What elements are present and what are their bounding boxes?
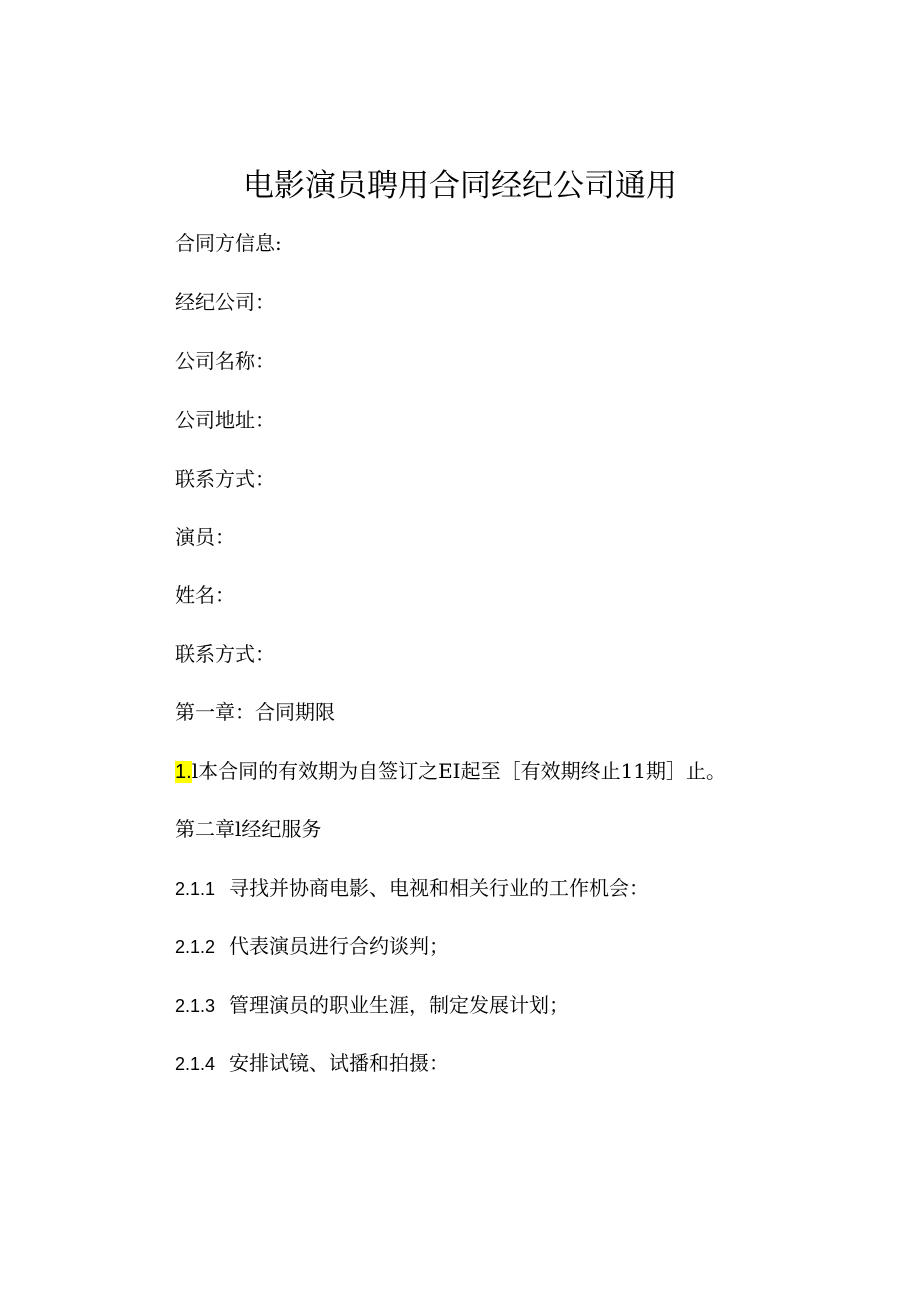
clause-1-1-text: l本合同的有效期为自签订之EI起至［有效期终止11期］止。 [191, 759, 727, 783]
service-item-text: 寻找并协商电影、电视和相关行业的工作机会： [229, 876, 650, 900]
document-title: 电影演员聘用合同经纪公司通用 [243, 168, 677, 204]
service-item [175, 873, 649, 904]
chapter-1-heading: 第一章：合同期限 [175, 700, 335, 724]
service-item [175, 931, 449, 962]
actor-label: 演员： [175, 525, 235, 549]
contract-parties-heading: 合同方信息: [175, 231, 282, 255]
actor-name-label: 姓名： [175, 583, 235, 607]
service-item-number: 2.1.3 [175, 996, 216, 1016]
service-item [175, 990, 569, 1021]
chapter-2-heading: 第二章l经纪服务 [175, 817, 322, 841]
actor-contact-label: 联系方式： [175, 642, 275, 666]
service-item [175, 1048, 449, 1079]
company-name-label: 公司名称： [175, 349, 275, 373]
service-item-number: 2.1.4 [175, 1054, 216, 1074]
agency-contact-label: 联系方式： [175, 467, 275, 491]
service-item-number: 2.1.1 [175, 879, 216, 899]
clause-1-1 [175, 756, 726, 787]
company-address-label: 公司地址： [175, 408, 275, 432]
agency-label: 经纪公司： [175, 290, 275, 314]
service-item-text: 代表演员进行合约谈判； [229, 934, 450, 958]
clause-1-1-number: 1. [175, 761, 192, 783]
service-item-text: 安排试镜、试播和拍摄： [229, 1051, 450, 1075]
service-item-number: 2.1.2 [175, 937, 216, 957]
service-item-text: 管理演员的职业生涯，制定发展计划； [229, 993, 570, 1017]
